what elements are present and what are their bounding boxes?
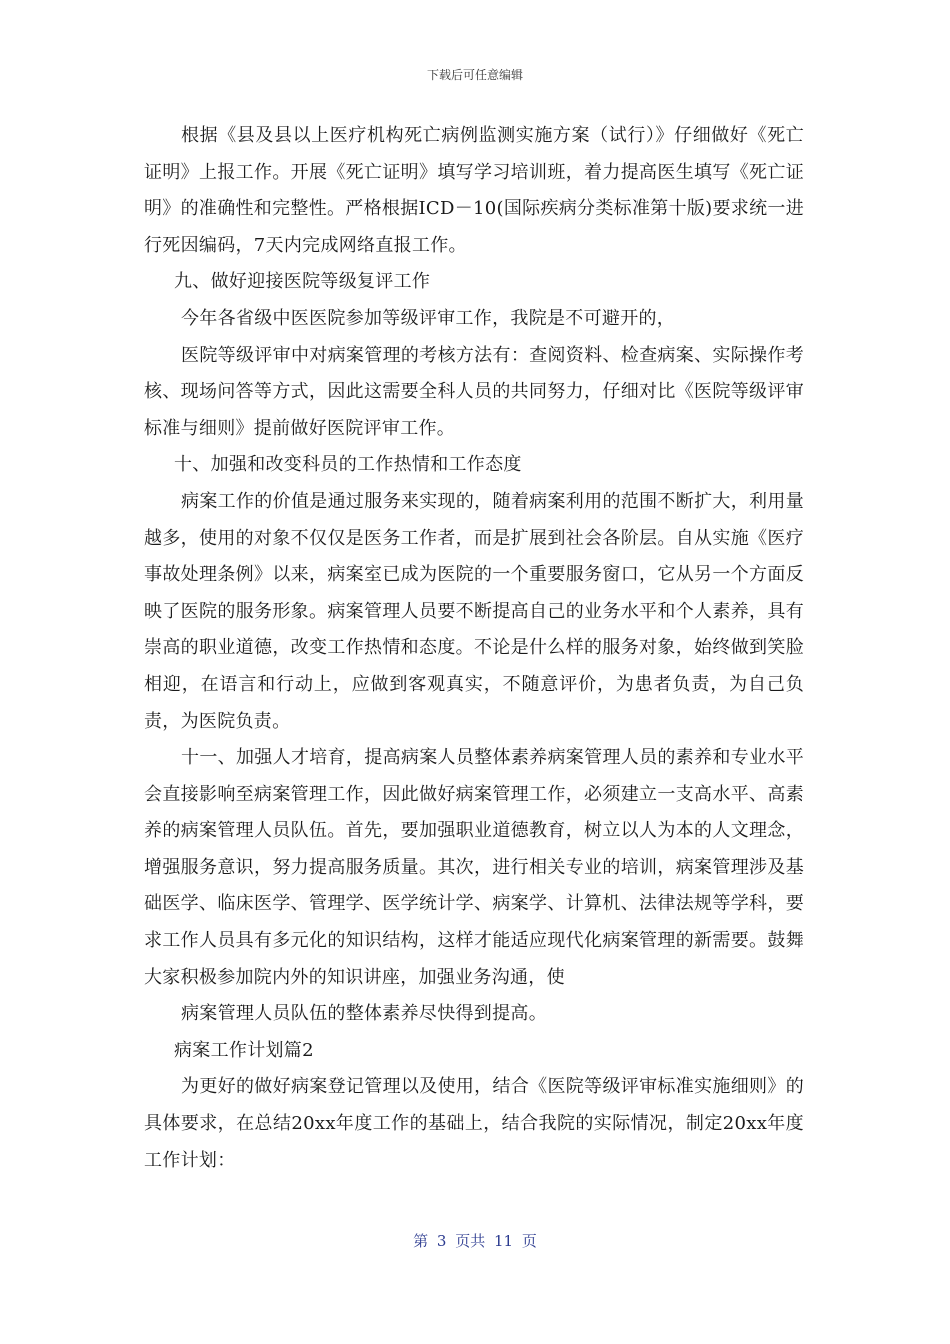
- page-footer: [0, 1230, 950, 1251]
- paragraph: 今年各省级中医医院参加等级评审工作，我院是不可避开的，: [181, 307, 676, 329]
- paragraph: 为更好的做好病案登记管理以及使用，结合《医院等级评审标准实施细则》的具体要求，在总结20xx年度工作的基础上，结合我院的实际情况，制定20xx年度工作计划：: [144, 1076, 804, 1171]
- document-body: [144, 118, 804, 1179]
- footer-current-page: 3: [436, 1232, 447, 1250]
- paragraph: 十一、加强人才培育，提高病案人员整体素养病案管理人员的素养和专业水平会直接影响至病案管理工作，因此做好病案管理工作，必须建立一支高水平、高素养的病案管理人员队伍。首先，要加强职业道德教育，树立以人为本的人文理念，增强服务意识，努力提高服务质量。其次，进行相关专业的培训，病案管理涉及基础医学、临床医学、管理学、医学统计学、病案学、计算机、法律法规等学科，要求工作人员具有多元化的知识结构，这样才能适应现代化病案管理的新需要。鼓舞大家积极参加院内外的知识讲座，加强业务沟通，使: [144, 747, 804, 988]
- paragraph: 病案管理人员队伍的整体素养尽快得到提高。: [181, 1003, 547, 1025]
- section-heading: 病案工作计划篇2: [174, 1039, 314, 1061]
- page-header: 下载后可任意编辑: [426, 68, 523, 82]
- paragraph: 医院等级评审中对病案管理的考核方法有：查阅资料、检查病案、实际操作考核、现场问答等方式，因此这需要全科人员的共同努力，仔细对比《医院等级评审标准与细则》提前做好医院评审工作。: [144, 344, 804, 439]
- footer-prefix: 第: [413, 1232, 429, 1250]
- section-heading: 十、加强和改变科员的工作热情和工作态度: [174, 454, 522, 476]
- footer-total-pages: 11: [494, 1232, 514, 1250]
- paragraph: 根据《县及县以上医疗机构死亡病例监测实施方案（试行）》仔细做好《死亡证明》上报工作。开展《死亡证明》填写学习培训班，着力提高医生填写《死亡证明》的准确性和完整性。严格根据ICD－10(国际疾病分类标准第十版)要求统一进行死因编码，7天内完成网络直报工作。: [144, 125, 804, 256]
- section-heading: 九、做好迎接医院等级复评工作: [174, 271, 431, 293]
- paragraph: 病案工作的价值是通过服务来实现的，随着病案利用的范围不断扩大，利用量越多，使用的对象不仅仅是医务工作者，而是扩展到社会各阶层。自从实施《医疗事故处理条例》以来，病案室已成为医院的一个重要服务窗口，它从另一个方面反映了医院的服务形象。病案管理人员要不断提高自己的业务水平和个人素养，具有崇高的职业道德，改变工作热情和态度。不论是什么样的服务对象，始终做到笑脸相迎，在语言和行动上，应做到客观真实，不随意评价，为患者负责，为自己负责，为医院负责。: [144, 490, 804, 732]
- footer-suffix: 页: [521, 1232, 537, 1250]
- footer-middle: 页共: [455, 1232, 486, 1250]
